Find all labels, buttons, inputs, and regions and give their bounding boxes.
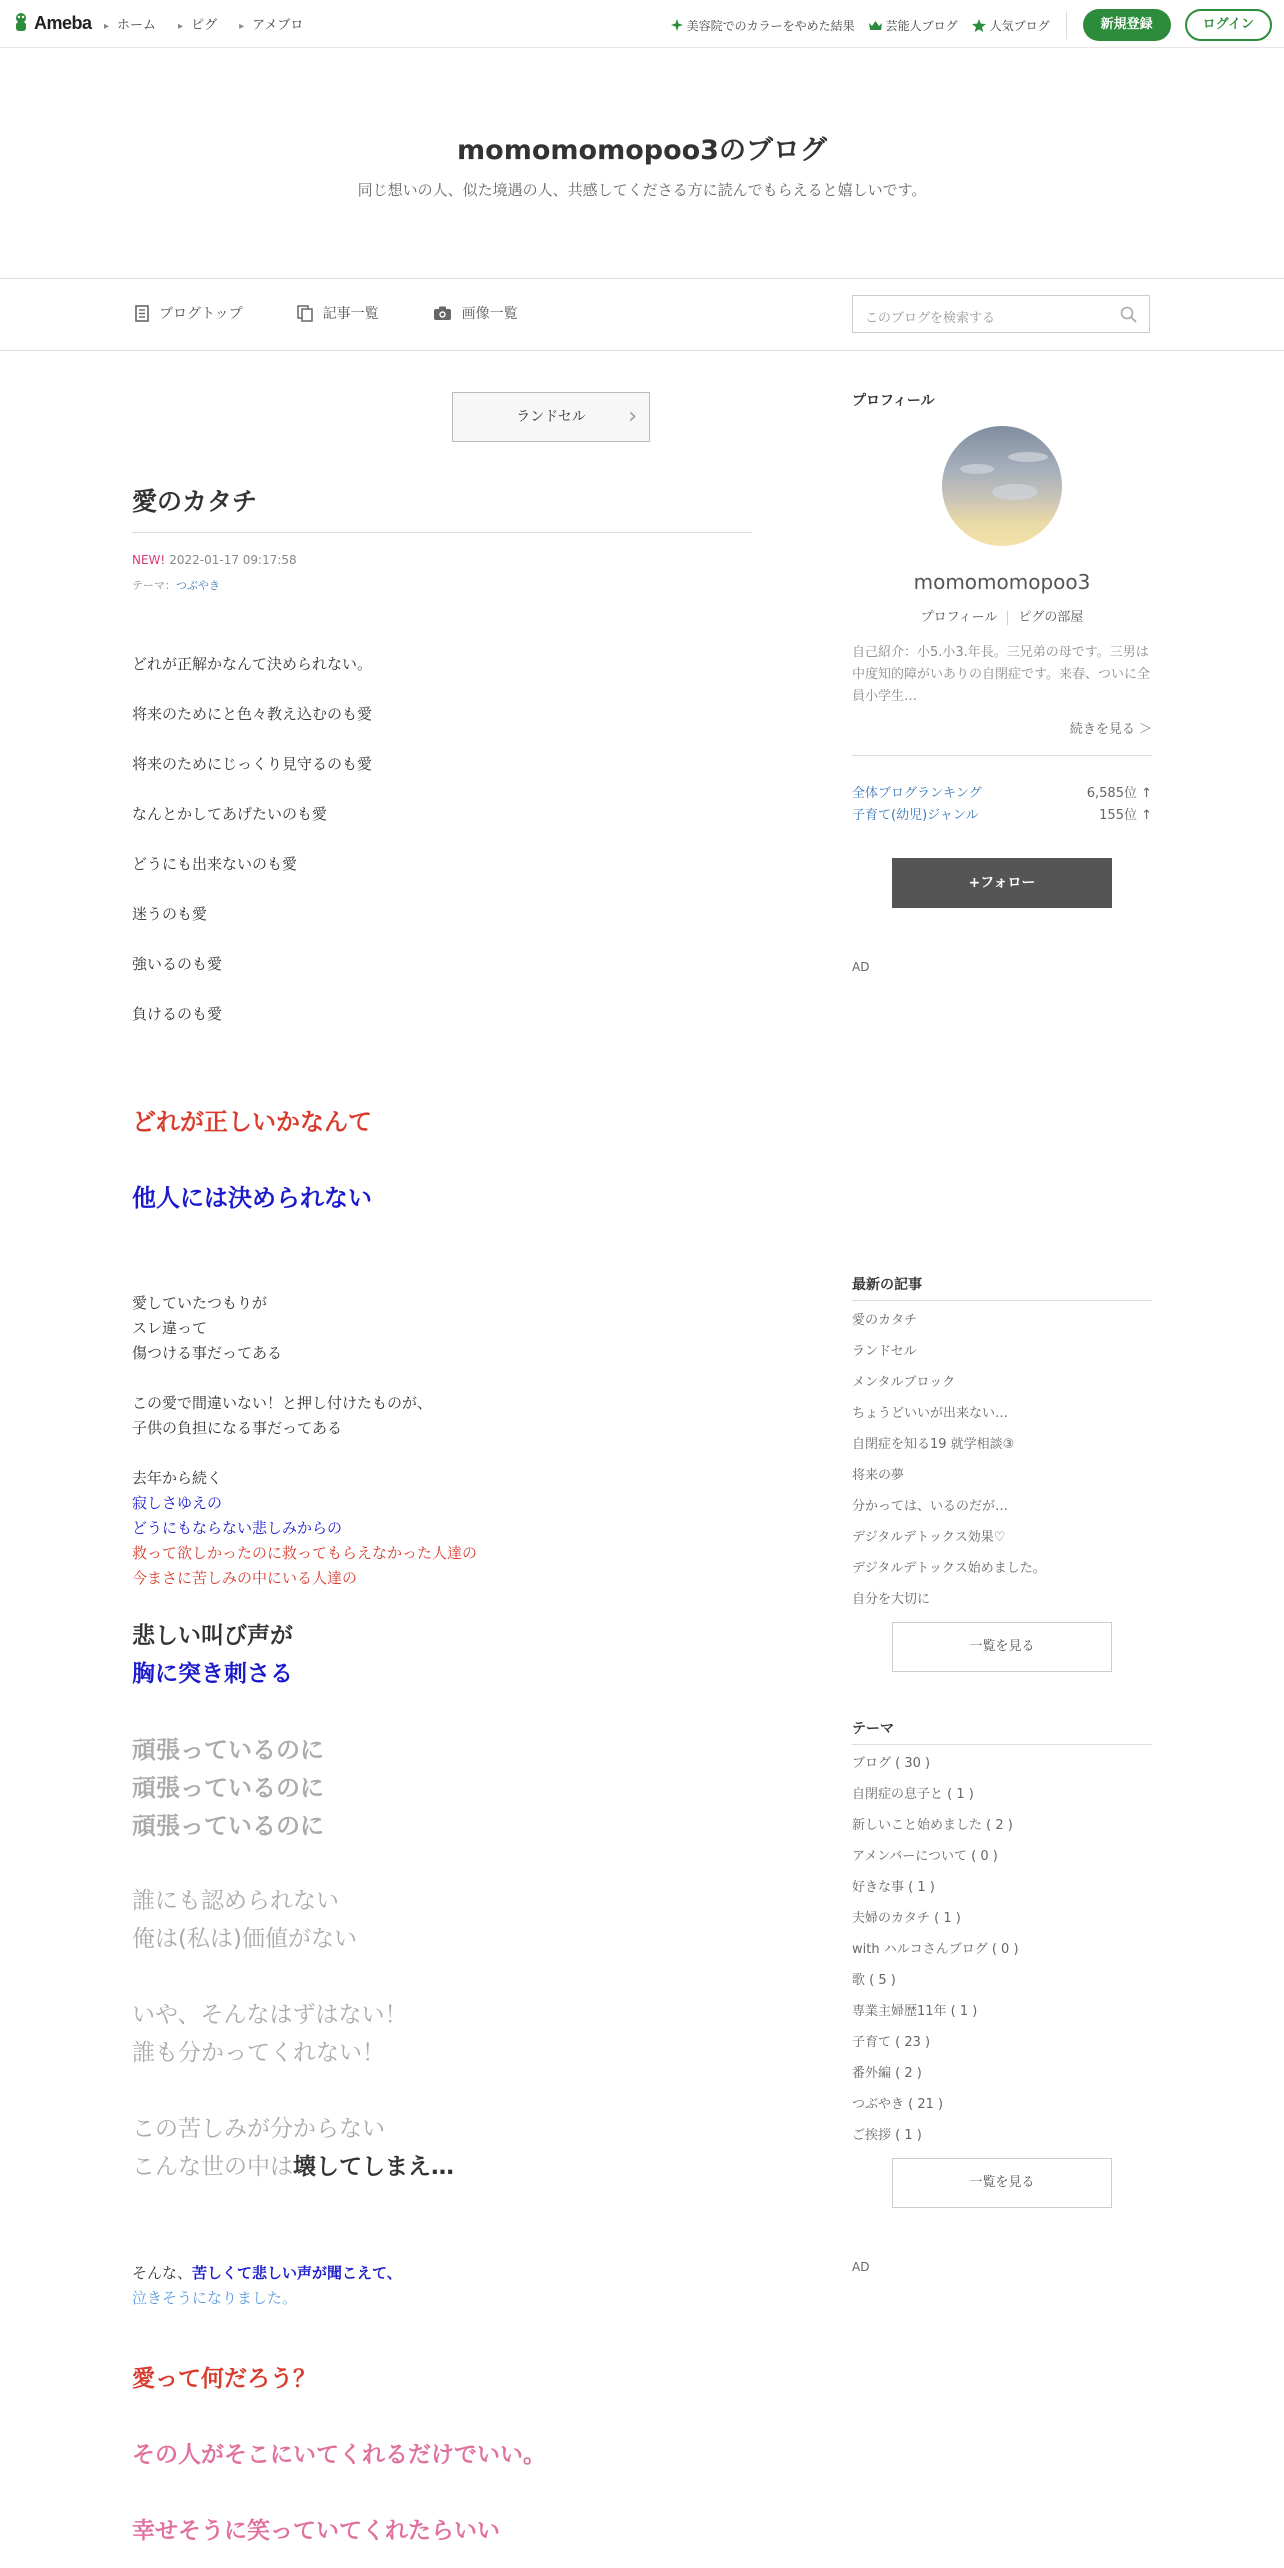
latest-item[interactable]: 愛のカタチ <box>852 1313 918 1328</box>
blog-top-link[interactable] <box>135 303 243 323</box>
body-line: 愛って何だろう？ <box>132 2366 316 2392</box>
body-line: 救って欲しかったのに救ってもらえなかった人達の <box>132 1544 478 1562</box>
celebrity-blog-label: 芸能人ブログ <box>885 18 958 33</box>
copy-icon <box>297 305 313 322</box>
crown-icon <box>869 20 882 31</box>
body-span: 苦しくて悲しい声が聞こえて、 <box>192 2264 402 2282</box>
theme-link[interactable]: つぶやき <box>176 579 220 592</box>
sparkle-icon <box>671 19 683 31</box>
ranking-overall[interactable] <box>852 782 1152 801</box>
body-span: 壊してしまえ… <box>293 2154 454 2180</box>
latest-item[interactable]: デジタルデトックス効果♡ <box>852 1530 1006 1545</box>
new-badge: NEW! <box>132 553 166 567</box>
latest-item[interactable]: デジタルデトックス始めました。 <box>852 1561 1046 1576</box>
body-line: 悲しい叫び声が <box>132 1623 293 1649</box>
star-icon <box>972 19 986 32</box>
body-line: 子供の負担になる事だってある <box>132 1419 343 1437</box>
entry-list-link[interactable] <box>297 303 379 323</box>
body-line: 迷うのも愛 <box>132 905 208 923</box>
body-line: 誰にも認められない <box>132 1888 339 1914</box>
profile-name[interactable]: momomomopoo3 <box>913 570 1091 594</box>
theme-item[interactable]: 専業主婦歴11年 ( 1 ) <box>852 2004 978 2019</box>
cloud-shape <box>960 464 994 474</box>
ranking-label: 全体ブログランキング <box>852 786 982 801</box>
body-span: こんな世の中は <box>132 2154 293 2180</box>
global-nav <box>104 14 303 33</box>
post-meta <box>132 553 297 567</box>
follow-button[interactable] <box>892 858 1112 908</box>
body-line: 傷つける事だってある <box>132 1344 283 1362</box>
entry-list-label: 記事一覧 <box>322 306 379 322</box>
body-line: どうにもならない悲しみからの <box>132 1519 343 1537</box>
blog-top-label: ブログトップ <box>159 306 243 322</box>
body-line-mixed <box>132 2262 402 2283</box>
ad-label: AD <box>852 2260 870 2274</box>
theme-item[interactable]: アメンバーについて ( 0 ) <box>852 1849 998 1864</box>
body-line: この愛で間違いない！と押し付けたものが、 <box>132 1394 433 1412</box>
profile-link[interactable]: プロフィール <box>920 610 998 625</box>
ameba-mascot-icon <box>12 12 30 34</box>
body-line: 去年から続く <box>132 1469 223 1487</box>
body-line: 胸に突き刺さる <box>132 1661 293 1687</box>
theme-item[interactable]: 夫婦のカタチ ( 1 ) <box>852 1911 961 1926</box>
ameba-logo[interactable] <box>12 12 92 34</box>
latest-item[interactable]: ランドセル <box>852 1344 917 1359</box>
theme-item[interactable]: 番外編 ( 2 ) <box>852 2066 922 2081</box>
theme-heading: テーマ <box>852 1718 1152 1745</box>
profile-heading: プロフィール <box>852 393 935 409</box>
body-line: この苦しみが分からない <box>132 2116 385 2142</box>
latest-heading: 最新の記事 <box>852 1274 1152 1301</box>
promo-label: 美容院でのカラーをやめた結果 <box>686 18 855 33</box>
theme-item[interactable]: ブログ ( 30 ) <box>852 1756 931 1771</box>
popular-blog-label: 人気ブログ <box>989 18 1050 33</box>
theme-item[interactable]: 子育て ( 23 ) <box>852 2035 931 2050</box>
blog-description: 同じ想いの人、似た境遇の人、共感してくださる方に読んでもらえると嬉しいです。 <box>357 181 927 199</box>
body-line: 負けるのも愛 <box>132 1005 223 1023</box>
title-divider <box>132 532 752 533</box>
blog-title[interactable]: momomomopoo3のブログ <box>457 135 827 166</box>
body-line: 将来のためにじっくり見守るのも愛 <box>132 755 373 773</box>
latest-item[interactable]: ちょうどいいが出来ない… <box>852 1406 1009 1421</box>
ad-label: AD <box>852 960 870 974</box>
body-line: 今まさに苦しみの中にいる人達の <box>132 1569 358 1587</box>
ranking-genre[interactable] <box>852 804 1152 823</box>
promo-link[interactable] <box>671 17 855 34</box>
theme-item[interactable]: ご挨拶 ( 1 ) <box>852 2128 922 2143</box>
body-line: 愛していたつもりが <box>132 1294 268 1312</box>
follow-label: フォロー <box>980 875 1036 891</box>
body-line: 寂しさゆえの <box>132 1494 223 1512</box>
image-list-link[interactable] <box>433 303 518 323</box>
logo-text: Ameba <box>34 12 92 33</box>
divider <box>1007 611 1008 625</box>
latest-item[interactable]: 将来の夢 <box>852 1468 905 1483</box>
body-span: そんな、 <box>132 2264 193 2282</box>
post-datetime: 2022-01-17 09:17:58 <box>169 553 297 567</box>
chevron-right-icon: › <box>628 404 637 429</box>
global-header <box>0 0 1284 48</box>
theme-item[interactable]: 自閉症の息子と ( 1 ) <box>852 1787 974 1802</box>
cloud-shape <box>1008 452 1048 462</box>
body-line: どれが正しいかなんて <box>132 1108 372 1136</box>
plus-icon: + <box>968 875 981 891</box>
latest-item[interactable]: 自閉症を知る19 就学相談③ <box>852 1437 1015 1452</box>
theme-item[interactable]: 新しいこと始めました ( 2 ) <box>852 1818 1013 1833</box>
latest-more-button[interactable]: 一覧を見る <box>892 1622 1112 1672</box>
prev-entry-button[interactable] <box>452 392 650 442</box>
body-line: どうにも出来ないのも愛 <box>132 855 298 873</box>
body-line: 頑張っているのに <box>132 1736 324 1764</box>
login-button[interactable]: ログイン <box>1185 9 1272 41</box>
body-line: スレ違って <box>132 1319 208 1337</box>
blog-search-input[interactable] <box>852 295 1150 333</box>
global-right <box>671 9 1272 41</box>
image-list-label: 画像一覧 <box>461 306 518 322</box>
avatar[interactable] <box>942 426 1062 546</box>
read-more-link[interactable]: 続きを見る ＞ <box>1069 722 1152 737</box>
search-placeholder: このブログを検索する <box>865 311 996 326</box>
body-line: 幸せそうに笑っていてくれたらいい <box>132 2518 500 2544</box>
body-line: その人がそこにいてくれるだけでいい。 <box>132 2442 546 2468</box>
body-line: 将来のためにと色々教え込むのも愛 <box>132 705 373 723</box>
latest-item[interactable]: 分かっては、いるのだが… <box>852 1499 1009 1514</box>
divider <box>852 755 1152 756</box>
pig-room-link[interactable]: ピグの部屋 <box>1018 610 1084 625</box>
search-icon[interactable] <box>1120 306 1137 323</box>
theme-item[interactable]: with ハルコさんブログ ( 0 ) <box>852 1942 1019 1957</box>
post-theme <box>132 577 220 593</box>
latest-item[interactable]: 自分を大切に <box>852 1592 931 1607</box>
theme-item[interactable]: 歌 ( 5 ) <box>852 1973 896 1988</box>
theme-item[interactable]: 好きな事 ( 1 ) <box>852 1880 935 1895</box>
body-line: 誰も分かってくれない！ <box>132 2040 385 2066</box>
ranking-value: 6,585位 ↑ <box>1086 786 1152 801</box>
latest-item[interactable]: メンタルブロック <box>852 1375 956 1390</box>
prev-entry-label: ランドセル <box>516 409 586 425</box>
register-button[interactable]: 新規登録 <box>1083 9 1171 41</box>
ranking-value: 155位 ↑ <box>1099 808 1152 823</box>
body-line: 俺は(私は)価値がない <box>132 1926 357 1952</box>
body-line-mixed <box>132 2148 454 2181</box>
blog-nav <box>0 279 1284 351</box>
profile-intro: 自己紹介：小5.小3.年長。三兄弟の母です。三男は中度知的障がいありの自閉症です。来春、ついに全員小学生… <box>852 645 1150 704</box>
divider <box>1066 11 1067 39</box>
nav-ameblo[interactable]: ▸ アメブロ <box>239 14 303 33</box>
celebrity-blog-link[interactable] <box>869 17 958 34</box>
body-line: 頑張っているのに <box>132 1774 324 1802</box>
body-line: いや、そんなはずはない！ <box>132 2002 408 2028</box>
document-icon <box>135 305 149 322</box>
body-line: 泣きそうになりました。 <box>132 2289 298 2307</box>
theme-item[interactable]: つぶやき ( 21 ) <box>852 2097 944 2112</box>
cloud-shape <box>992 484 1038 500</box>
theme-label: テーマ： <box>132 579 176 592</box>
post-title[interactable]: 愛のカタチ <box>132 487 258 516</box>
body-line: なんとかしてあげたいのも愛 <box>132 805 328 823</box>
body-line: 他人には決められない <box>132 1184 372 1212</box>
body-line: どれが正解かなんて決められない。 <box>132 655 373 673</box>
profile-links <box>852 606 1152 625</box>
theme-more-button[interactable]: 一覧を見る <box>892 2158 1112 2208</box>
nav-home[interactable]: ▸ ホーム <box>104 14 156 33</box>
popular-blog-link[interactable] <box>972 17 1050 34</box>
body-line: 頑張っているのに <box>132 1812 324 1840</box>
nav-pigg[interactable]: ▸ ピグ <box>178 14 217 33</box>
camera-icon <box>433 306 452 321</box>
body-line: 強いるのも愛 <box>132 955 223 973</box>
ranking-label: 子育て(幼児)ジャンル <box>852 808 979 823</box>
blog-header <box>0 48 1284 279</box>
